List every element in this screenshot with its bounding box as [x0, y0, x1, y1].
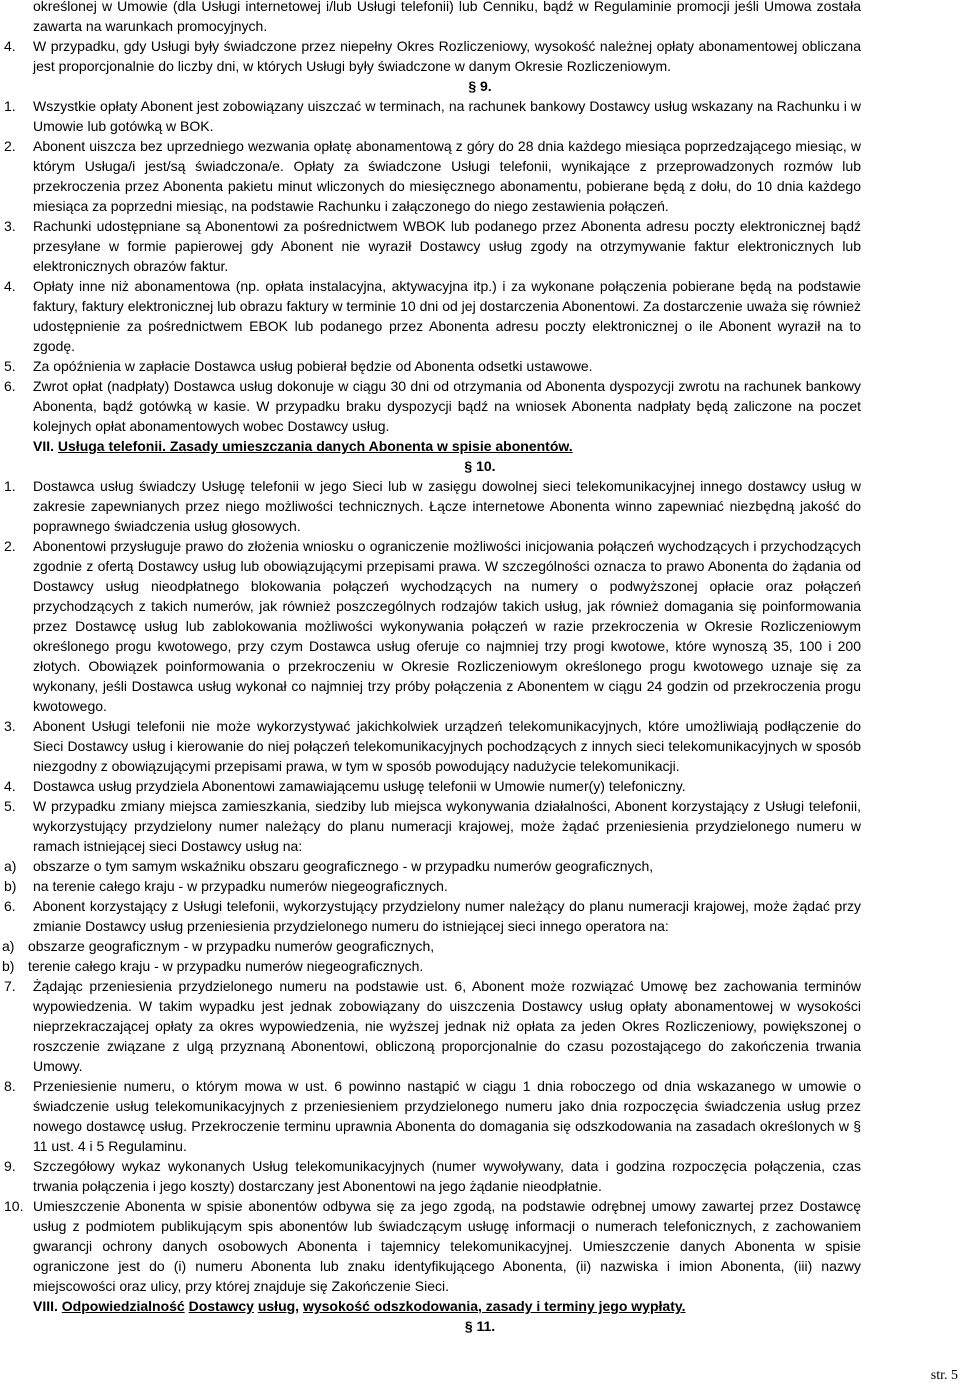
item-number: a)	[2, 938, 15, 954]
item-text: Abonent uiszcza bez uprzedniego wezwania opłatę abonamentową z góry do 28 dnia każdego miesiąca poprzedzającego miesiąc, w którym Usługa/i jest/są świadczona/e. Opłaty za świadczone Usługi telefonii, wynikające z przeprowadzonych rozmów lub przekroczenia przez Abonenta pakietu minut wliczonych do miesięcznego abonamentu, pobierane będą z dołu, do 10 dnia każdego miesiąca za poprzedni miesiąc, na podstawie Rachunku i załączonego do niego zestawienia połączeń.	[33, 138, 861, 214]
intro-paragraph	[0, 36, 960, 76]
item-text: Abonent korzystający z Usługi telefonii, wykorzystujący przydzielony numer należący do planu numeracji krajowej, może żądać przy zmianie Dostawcy usług przeniesienia przydzielonego numeru do istniejącej sieci innego operatora na:	[33, 898, 861, 934]
paragraph-9-item	[0, 136, 960, 216]
paragraph-11-heading: § 11.	[464, 1318, 496, 1334]
item-number: b)	[4, 878, 17, 894]
item-number: 9.	[4, 1158, 16, 1174]
item-number: 8.	[4, 1078, 16, 1094]
item-text: Abonent Usługi telefonii nie może wykorzystywać jakichkolwiek urządzeń telekomunikacyjnych, które umożliwiają podłączenie do Sieci Dostawcy usług i kierowanie do niej połączeń telekomunikacyjnych pochodzących z innych sieci telekomunikacyjnych w sposób niezgodny z obowiązującymi przepisami prawa, w tym w sposób powodujący nadużycie telekomunikacji.	[33, 718, 861, 774]
item-text: Za opóźnienia w zapłacie Dostawca usług pobierał będzie od Abonenta odsetki ustawowe.	[33, 358, 593, 374]
paragraph-10-item	[0, 856, 960, 876]
item-text: Rachunki udostępniane są Abonentowi za pośrednictwem WBOK lub podanego przez Abonenta adresu poczty elektronicznej bądź przesyłane w formie papierowej gdy Abonent nie wyraził Dostawcy usług zgody na otrzymywanie faktur elektronicznych lub elektronicznych obrazów faktur.	[33, 218, 861, 274]
item-number: 10.	[4, 1198, 24, 1214]
paragraph-10-item	[0, 776, 960, 796]
item-text: W przypadku zmiany miejsca zamieszkania, siedziby lub miejsca wykonywania działalności, Abonent korzystający z Usługi telefonii, wykorzystujący przydzielony numer należący do planu numeracji krajowej, może żądać przeniesienia przydzielonego numeru w ramach istniejącej sieci Dostawcy usług na:	[33, 798, 861, 854]
section-8-title-rest: wysokość odszkodowania, zasady i terminy jego wypłaty.	[302, 1298, 686, 1314]
paragraph-10-item	[0, 476, 960, 536]
section-7-number: VII.	[33, 438, 55, 454]
paragraph-10-item	[0, 976, 960, 1076]
paragraph-9-heading: § 9.	[468, 78, 492, 94]
item-text: Szczegółowy wykaz wykonanych Usług telekomunikacyjnych (numer wywoływany, data i godzina rozpoczęcia połączenia, czas trwania połączenia i jego koszty) dostarczany jest Abonentowi na jego żądanie nieodpłatnie.	[33, 1158, 861, 1194]
section-8-title-word-2: Dostawcy	[188, 1298, 254, 1314]
paragraph-10-item	[0, 716, 960, 776]
item-text: Dostawca usług świadczy Usługę telefonii w jego Sieci lub w zasięgu dowolnej sieci telekomunikacyjnej innego dostawcy usług w zakresie zapewnianych przez niego możliwości technicznych. Łącze internetowe Abonenta winno zapewniać niezbędną jakość do poprawnego świadczenia usług głosowych.	[33, 478, 861, 534]
item-number: 6.	[4, 898, 16, 914]
paragraph-10-item	[0, 536, 960, 716]
paragraph-10-item	[0, 956, 960, 976]
item-text: Abonentowi przysługuje prawo do złożenia wniosku o ograniczenie możliwości inicjowania połączeń wychodzących i przychodzących zgodnie z ofertą Dostawcy usług lub obowiązującymi przepisami prawa. W szczególności oznacza to prawo Abonenta do żądania od Dostawcy usług nieodpłatnego blokowania połączeń wychodzących na numery o podwyższonej opłacie oraz połączeń przychodzących z takich numerów, jak również poszczególnych rodzajów takich usług, jak również domagania się poinformowania przez Dostawcę usług lub zablokowania możliwości wykonywania połączeń w razie przekroczenia w Okresie Rozliczeniowym określonego progu kwotowego, przy czym Dostawca usług oferuje co najmniej trzy progi kwotowe, które wynoszą 35, 100 i 200 złotych. Obowiązek poinformowania o przekroczeniu w Okresie Rozliczeniowym określonego progu kwotowego uznaje się za wykonany, jeśli Dostawca usług wykonał co najmniej trzy próby połączenia z Abonentem w ciągu 24 godzin od przekroczenia progu kwotowego.	[33, 538, 861, 714]
intro-paragraph	[0, 0, 960, 36]
item-text: obszarze geograficznym - w przypadku numerów geograficznych,	[28, 938, 435, 954]
item-text: terenie całego kraju - w przypadku numerów niegeograficznych.	[28, 958, 424, 974]
paragraph-10-item	[0, 796, 960, 856]
section-8-title-word-3: usług,	[257, 1298, 300, 1314]
paragraph-10-item	[0, 1156, 960, 1196]
item-text: W przypadku, gdy Usługi były świadczone przez niepełny Okres Rozliczeniowy, wysokość należnej opłaty abonamentowej obliczana jest proporcjonalnie do liczby dni, w których Usługi były świadczone w danym Okresie Rozliczeniowym.	[33, 38, 861, 74]
item-number: 7.	[4, 978, 16, 994]
item-text: Wszystkie opłaty Abonent jest zobowiązany uiszczać w terminach, na rachunek bankowy Dostawcy usług wskazany na Rachunku i w Umowie lub gotówką w BOK.	[33, 98, 861, 134]
item-text: Opłaty inne niż abonamentowa (np. opłata instalacyjna, aktywacyjna itp.) i za wykonane połączenia pobierane będą na podstawie faktury, faktury elektronicznej lub obrazu faktury w terminie 10 dni od jej dostarczenia Abonentowi. Za dostarczenie uważa się również udostępnienie za pośrednictwem EBOK lub podanego przez Abonenta adresu poczty elektronicznej o ile Abonent wyraził na to zgodę.	[33, 278, 861, 354]
item-number: 5.	[4, 798, 16, 814]
paragraph-9-item	[0, 96, 960, 136]
section-7-heading	[33, 436, 960, 456]
item-text: obszarze o tym samym wskaźniku obszaru geograficznego - w przypadku numerów geograficznych,	[33, 858, 654, 874]
item-number: 2.	[4, 538, 16, 554]
item-text: Dostawca usług przydziela Abonentowi zamawiającemu usługę telefonii w Umowie numer(y) telefoniczny.	[33, 778, 686, 794]
item-number: 6.	[4, 378, 16, 394]
section-8-heading	[33, 1296, 960, 1316]
item-text: na terenie całego kraju - w przypadku numerów niegeograficznych.	[33, 878, 448, 894]
paragraph-9-item	[0, 356, 960, 376]
item-number: 3.	[4, 718, 16, 734]
item-number: b)	[2, 958, 15, 974]
paragraph-9-item	[0, 216, 960, 276]
item-number: 4.	[4, 778, 16, 794]
paragraph-9-item	[0, 276, 960, 356]
item-number: 2.	[4, 138, 16, 154]
item-number: 4.	[4, 38, 16, 54]
paragraph-10-item	[0, 1196, 960, 1296]
item-text: określonej w Umowie (dla Usługi internetowej i/lub Usługi telefonii) lub Cenniku, bądź w Regulaminie promocji jeśli Umowa została zawarta na warunkach promocyjnych.	[33, 0, 861, 34]
paragraph-10-item	[0, 1076, 960, 1156]
paragraph-10-item	[0, 876, 960, 896]
paragraph-10-heading: § 10.	[464, 458, 496, 474]
item-number: 5.	[4, 358, 16, 374]
section-7-title: Usługa telefonii. Zasady umieszczania danych Abonenta w spisie abonentów.	[57, 438, 573, 454]
item-number: 4.	[4, 278, 16, 294]
item-text: Umieszczenie Abonenta w spisie abonentów odbywa się za jego zgodą, na podstawie odrębnej umowy zawartej przez Dostawcę usług z podmiotem publikującym spis abonentów lub świadczącym usługę informacji o numerach telefonicznych, z zachowaniem gwarancji ochrony danych osobowych Abonenta i tajemnicy telekomunikacyjnej. Umieszczenie danych Abonenta w spisie ograniczone jest do (i) numeru Abonenta lub znaku identyfikującego Abonenta, (ii) nazwiska i imion Abonenta, (iii) nazwy miejscowości oraz ulicy, przy której znajduje się Zakończenie Sieci.	[33, 1198, 861, 1294]
item-number: 3.	[4, 218, 16, 234]
section-8-title-word-1: Odpowiedzialność	[61, 1298, 185, 1314]
item-number: 1.	[4, 98, 16, 114]
paragraph-10-item	[0, 896, 960, 936]
item-number: a)	[4, 858, 17, 874]
item-number: 1.	[4, 478, 16, 494]
item-text: Zwrot opłat (nadpłaty) Dostawca usług dokonuje w ciągu 30 dni od otrzymania od Abonenta dyspozycji zwrotu na rachunek bankowy Abonenta, bądź gotówką w kasie. W przypadku braku dyspozycji bądź na wniosek Abonenta nadpłaty będą zaliczone na poczet kolejnych opłat abonamentowych wobec Dostawcy usług.	[33, 378, 861, 434]
item-text: Przeniesienie numeru, o którym mowa w ust. 6 powinno nastąpić w ciągu 1 dnia roboczego od dnia wskazanego w umowie o świadczenie usług telekomunikacyjnych z przeniesieniem przydzielonego numeru jako dnia rozpoczęcia świadczenia usług przez nowego dostawcę usług. Przekroczenie terminu uprawnia Abonenta do domagania się odszkodowania na zasadach określonych w § 11 ust. 4 i 5 Regulaminu.	[33, 1078, 861, 1154]
page-number: str. 5	[930, 1368, 958, 1383]
paragraph-10-item	[0, 936, 960, 956]
section-8-number: VIII.	[33, 1298, 58, 1314]
paragraph-9-item	[0, 376, 960, 436]
item-text: Żądając przeniesienia przydzielonego numeru na podstawie ust. 6, Abonent może rozwiązać Umowę bez zachowania terminów wypowiedzenia. W takim wypadku jest jednak zobowiązany do uiszczenia Dostawcy usług opłaty abonamentowej w wysokości nieprzekraczającej opłaty za okres wypowiedzenia, nie wyższej jednak niż opłata za jeden Okres Rozliczeniowy, powiększonej o roszczenie związane z ulgą przyznaną Abonentowi, obliczoną proporcjonalnie do czasu pozostającego do zakończenia trwania Umowy.	[33, 978, 861, 1074]
